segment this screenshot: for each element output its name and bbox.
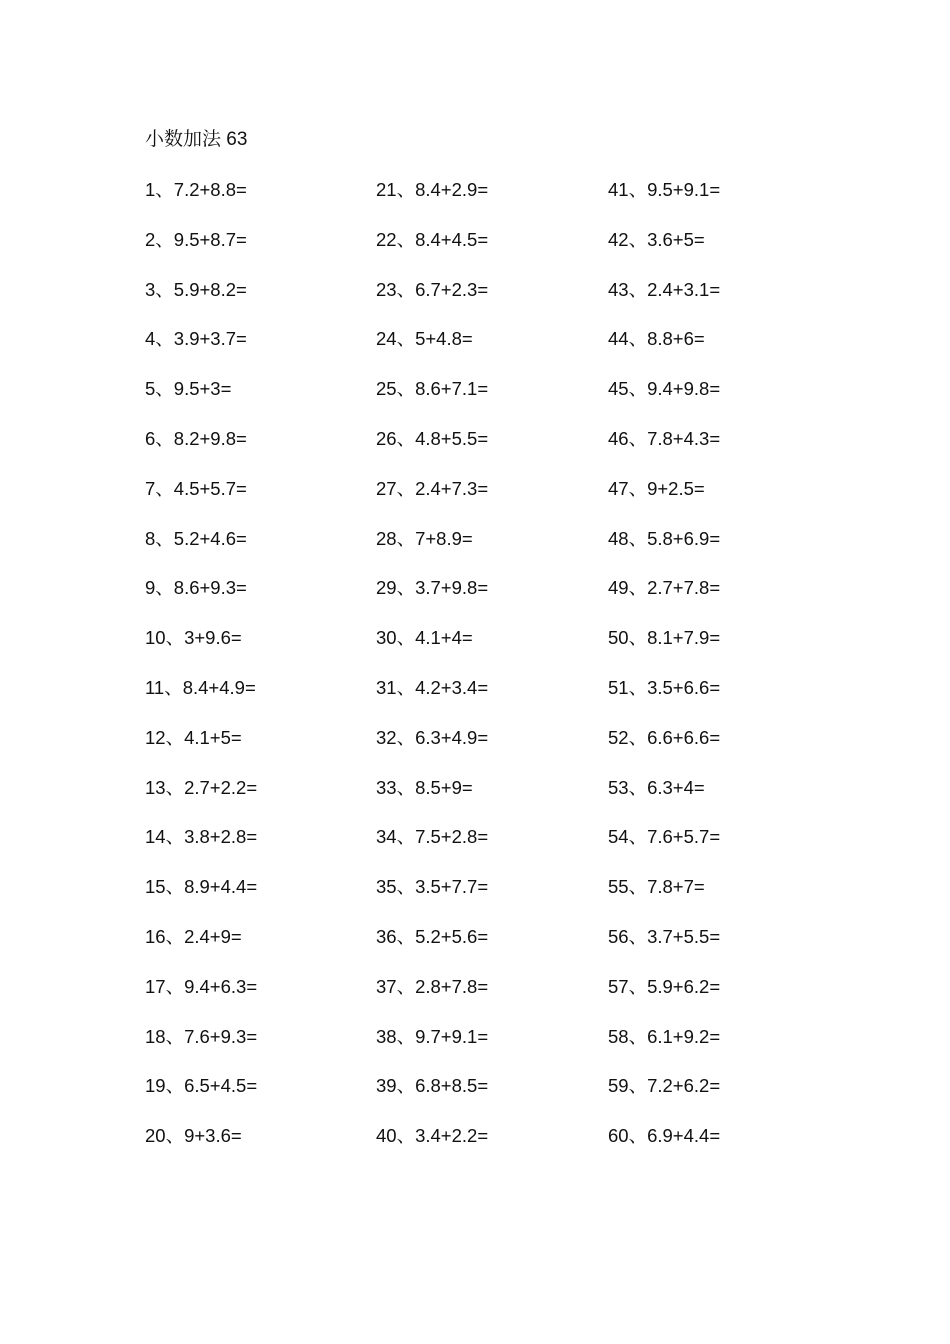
problem-item: 60、6.9+4.4=	[608, 1125, 721, 1147]
problem-item: 19、6.5+4.5=	[145, 1075, 258, 1097]
problem-item: 32、6.3+4.9=	[376, 726, 489, 748]
problem-item: 6、8.2+9.8=	[145, 427, 247, 449]
problem-item: 59、7.2+6.2=	[608, 1075, 721, 1097]
problem-item: 57、5.9+6.2=	[608, 975, 721, 997]
problem-item: 49、2.7+7.8=	[608, 577, 721, 599]
problem-item: 18、7.6+9.3=	[145, 1025, 258, 1047]
problem-item: 3、5.9+8.2=	[145, 278, 247, 300]
problem-item: 26、4.8+5.5=	[376, 427, 489, 449]
problem-item: 36、5.2+5.6=	[376, 925, 489, 947]
problem-item: 43、2.4+3.1=	[608, 278, 721, 300]
problem-item: 50、8.1+7.9=	[608, 627, 721, 649]
problem-item: 51、3.5+6.6=	[608, 676, 721, 698]
problem-item: 14、3.8+2.8=	[145, 826, 258, 848]
problem-item: 37、2.8+7.8=	[376, 975, 489, 997]
problem-item: 48、5.8+6.9=	[608, 527, 721, 549]
problem-item: 39、6.8+8.5=	[376, 1075, 489, 1097]
problem-item: 47、9+2.5=	[608, 477, 705, 499]
problem-item: 21、8.4+2.9=	[376, 179, 489, 200]
problem-item: 22、8.4+4.5=	[376, 228, 489, 250]
problem-item: 44、8.8+6=	[608, 328, 705, 350]
problem-item: 10、3+9.6=	[145, 627, 242, 649]
problem-item: 25、8.6+7.1=	[376, 378, 489, 400]
problem-item: 34、7.5+2.8=	[376, 826, 489, 848]
problem-item: 27、2.4+7.3=	[376, 477, 489, 499]
problem-item: 35、3.5+7.7=	[376, 876, 489, 898]
problem-item: 12、4.1+5=	[145, 726, 242, 748]
problem-item: 55、7.8+7=	[608, 876, 705, 898]
problem-item: 45、9.4+9.8=	[608, 378, 721, 400]
problem-item: 38、9.7+9.1=	[376, 1025, 489, 1047]
problem-item: 33、8.5+9=	[376, 776, 473, 798]
problem-item: 31、4.2+3.4=	[376, 676, 489, 698]
problem-item: 42、3.6+5=	[608, 228, 705, 250]
problem-item: 56、3.7+5.5=	[608, 925, 721, 947]
problem-item: 29、3.7+9.8=	[376, 577, 489, 599]
problem-item: 28、7+8.9=	[376, 527, 473, 549]
problem-item: 54、7.6+5.7=	[608, 826, 721, 848]
problem-column-1	[145, 176, 257, 1172]
problem-item: 8、5.2+4.6=	[145, 527, 247, 549]
problem-item: 2、9.5+8.7=	[145, 228, 247, 250]
problem-column-2	[376, 176, 488, 1172]
problem-item: 7、4.5+5.7=	[145, 477, 247, 499]
problem-item: 5、9.5+3=	[145, 378, 232, 400]
problem-item: 16、2.4+9=	[145, 925, 242, 947]
problem-item: 53、6.3+4=	[608, 776, 705, 798]
problem-item: 46、7.8+4.3=	[608, 427, 721, 449]
problem-item: 24、5+4.8=	[376, 328, 473, 350]
problem-item: 1、7.2+8.8=	[145, 179, 247, 200]
problem-item: 9、8.6+9.3=	[145, 577, 247, 599]
problem-item: 15、8.9+4.4=	[145, 876, 258, 898]
problem-item: 20、9+3.6=	[145, 1125, 242, 1147]
problem-item: 58、6.1+9.2=	[608, 1025, 721, 1047]
problem-item: 30、4.1+4=	[376, 627, 473, 649]
problem-item: 41、9.5+9.1=	[608, 179, 721, 200]
problem-item: 11、8.4+4.9=	[145, 676, 256, 698]
problem-item: 40、3.4+2.2=	[376, 1125, 489, 1147]
problem-item: 17、9.4+6.3=	[145, 975, 258, 997]
problem-item: 13、2.7+2.2=	[145, 776, 258, 798]
worksheet-title: 小数加法 63	[145, 129, 248, 150]
problem-item: 4、3.9+3.7=	[145, 328, 247, 350]
problem-item: 52、6.6+6.6=	[608, 726, 721, 748]
problem-item: 23、6.7+2.3=	[376, 278, 489, 300]
problem-column-3	[608, 176, 720, 1172]
